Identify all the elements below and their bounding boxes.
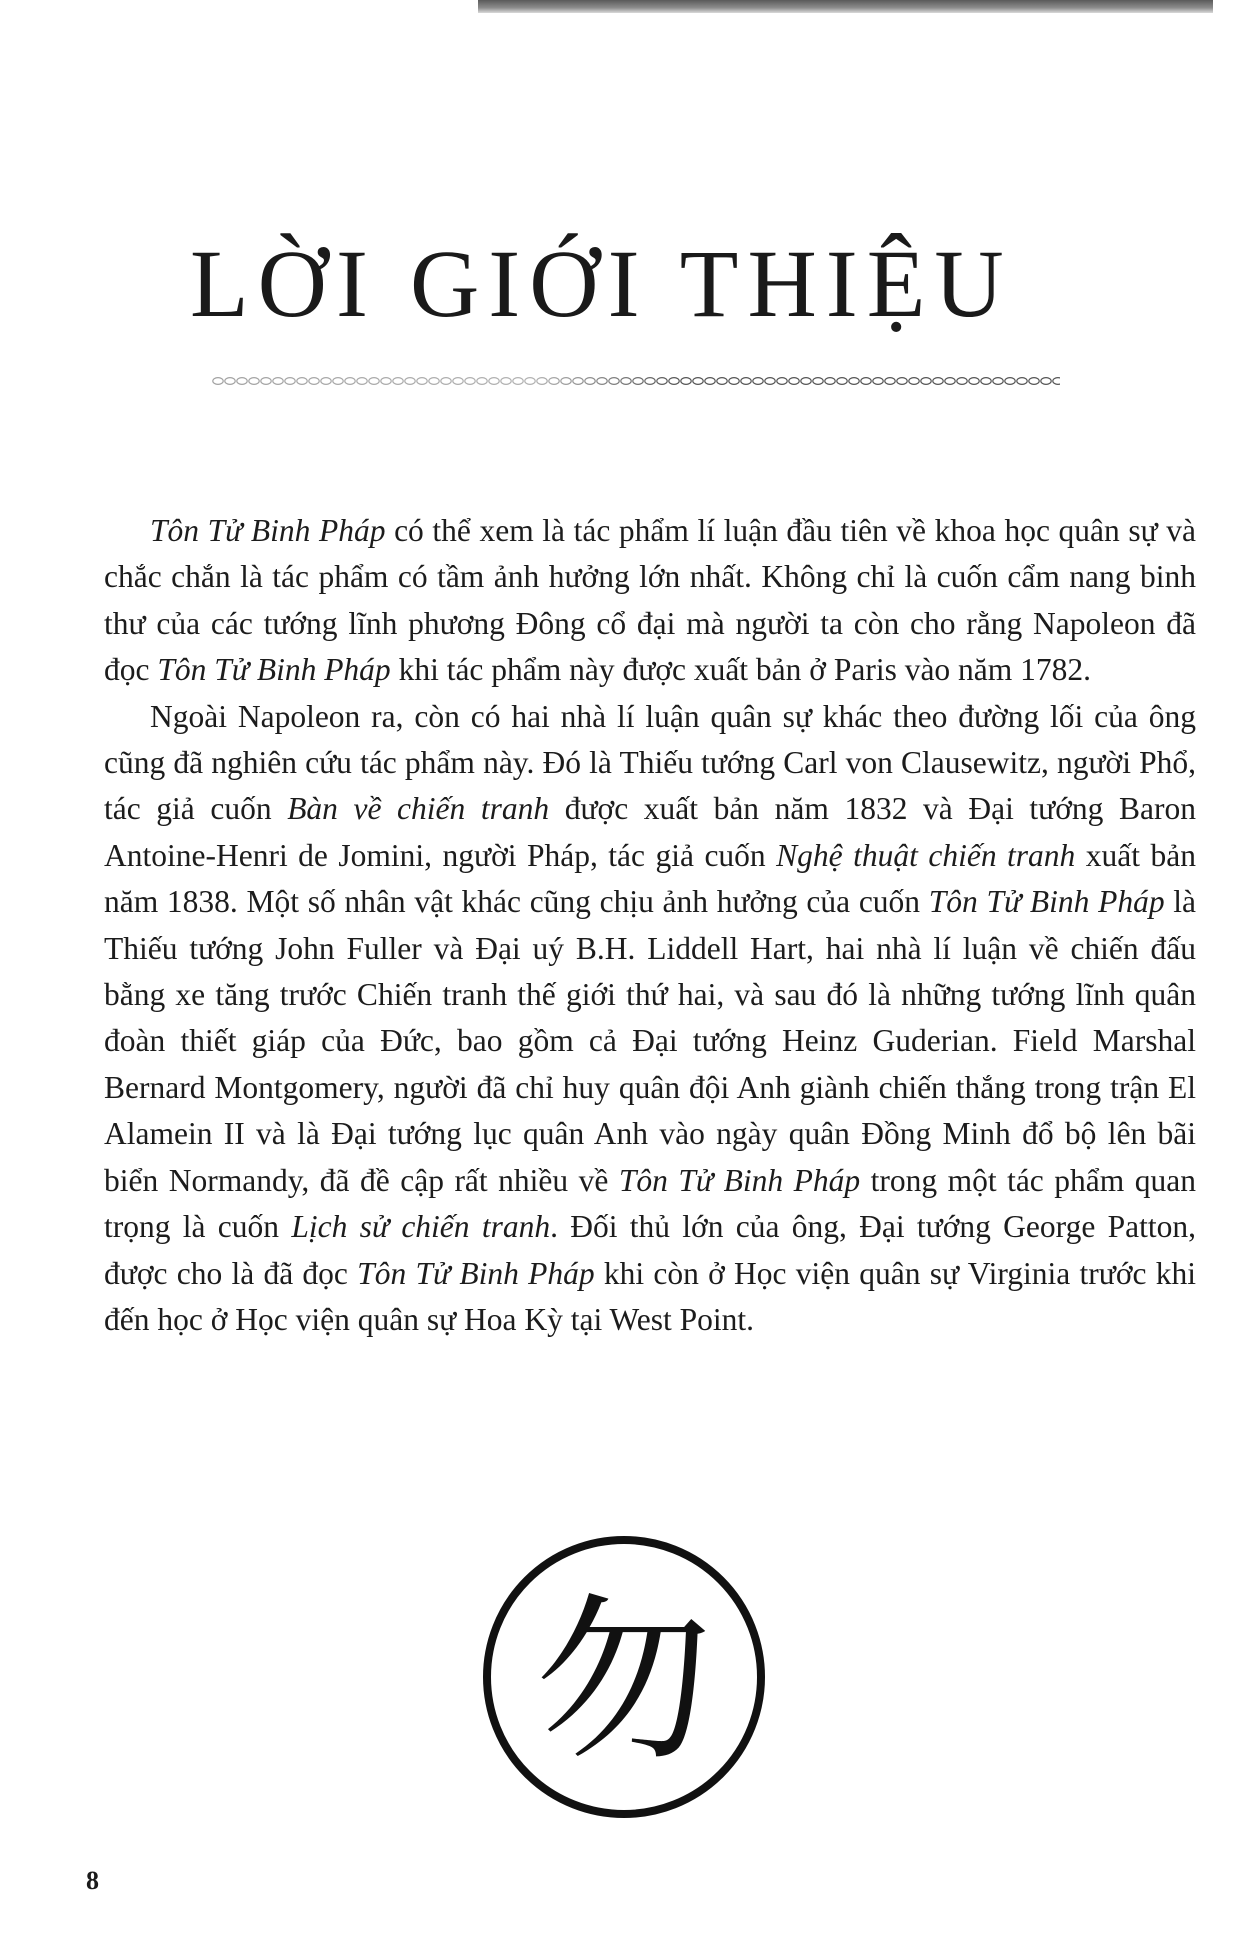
page-top-edge-strip bbox=[478, 0, 1213, 13]
text-run: khi tác phẩm này được xuất bản ở Paris vào năm 1782. bbox=[390, 652, 1092, 688]
calligraphy-seal-emblem bbox=[480, 1533, 768, 1821]
text-run: là Thiếu tướng John Fuller và Đại uý B.H. Liddell Hart, hai nhà lí luận về chiến đấu bằng xe tăng trước Chiến tranh thế giới thứ hai, và sau đó là những tướng lĩnh quân đoàn thiết giáp của Đức, bao gồm cả Đại tướng Heinz Guderian. Field Marshal Bernard Montgomery, người đã chỉ huy quân đội Anh giành chiến thắng trong trận El Alamein II và là Đại tướng lục quân Anh vào ngày quân Đồng Minh đổ bộ lên bãi biển Normandy, đã đề cập rất nhiều về bbox=[104, 884, 1197, 1198]
text-run: Ngoài Napoleon ra, còn có hai nhà lí luận quân sự khác theo đường lối của ông cũng đã nghiên cứu tác phẩm này. Đó là Thiếu tướng Carl von Clausewitz, người Phổ, tác giả cuốn bbox=[104, 698, 1196, 827]
text-run: được xuất bản năm 1832 và Đại tướng Baron Antoine-Henri de Jomini, người Pháp, tác giả cuốn bbox=[104, 791, 1196, 873]
book-title: Tôn Tử Binh Pháp bbox=[618, 1162, 861, 1198]
text-run: có thể xem là tác phẩm lí luận đầu tiên về khoa học quân sự và chắc chắn là tác phẩm có tầm ảnh hưởng lớn nhất. Không chỉ là cuốn cẩm nang binh thư của các tướng lĩnh phương Đông cổ đại mà người ta còn cho rằng Napoleon đã đọc bbox=[104, 513, 1196, 688]
text-run: trong một tác phẩm quan trọng là cuốn bbox=[104, 1162, 1196, 1245]
book-title: Lịch sử chiến tranh bbox=[291, 1209, 551, 1245]
book-title: Nghệ thuật chiến tranh bbox=[776, 837, 1076, 873]
text-run: xuất bản năm 1838. Một số nhân vật khác cũng chịu ảnh hưởng của cuốn bbox=[104, 837, 1196, 920]
emblem-character: 勿 bbox=[535, 1577, 713, 1785]
book-title: Tôn Tử Binh Pháp bbox=[928, 884, 1165, 920]
text-run: . Đối thủ lớn của ông, Đại tướng George Patton, được cho là đã đọc bbox=[104, 1209, 1196, 1291]
text-run: khi còn ở Học viện quân sự Virginia trước khi đến học ở Học viện quân sự Hoa Kỳ tại West Point. bbox=[104, 1255, 1196, 1337]
intro-body bbox=[104, 508, 1196, 1343]
book-title: Tôn Tử Binh Pháp bbox=[157, 652, 391, 688]
paragraph bbox=[104, 508, 1196, 694]
book-title: Tôn Tử Binh Pháp bbox=[150, 513, 386, 548]
book-title: Tôn Tử Binh Pháp bbox=[357, 1255, 595, 1291]
paragraph bbox=[104, 694, 1196, 1344]
title-divider-ornament bbox=[212, 372, 1060, 390]
chapter-title: LỜI GIỚI THIỆU bbox=[190, 230, 1013, 337]
page-number: 8 bbox=[86, 1866, 99, 1895]
book-title: Bàn về chiến tranh bbox=[287, 791, 550, 827]
